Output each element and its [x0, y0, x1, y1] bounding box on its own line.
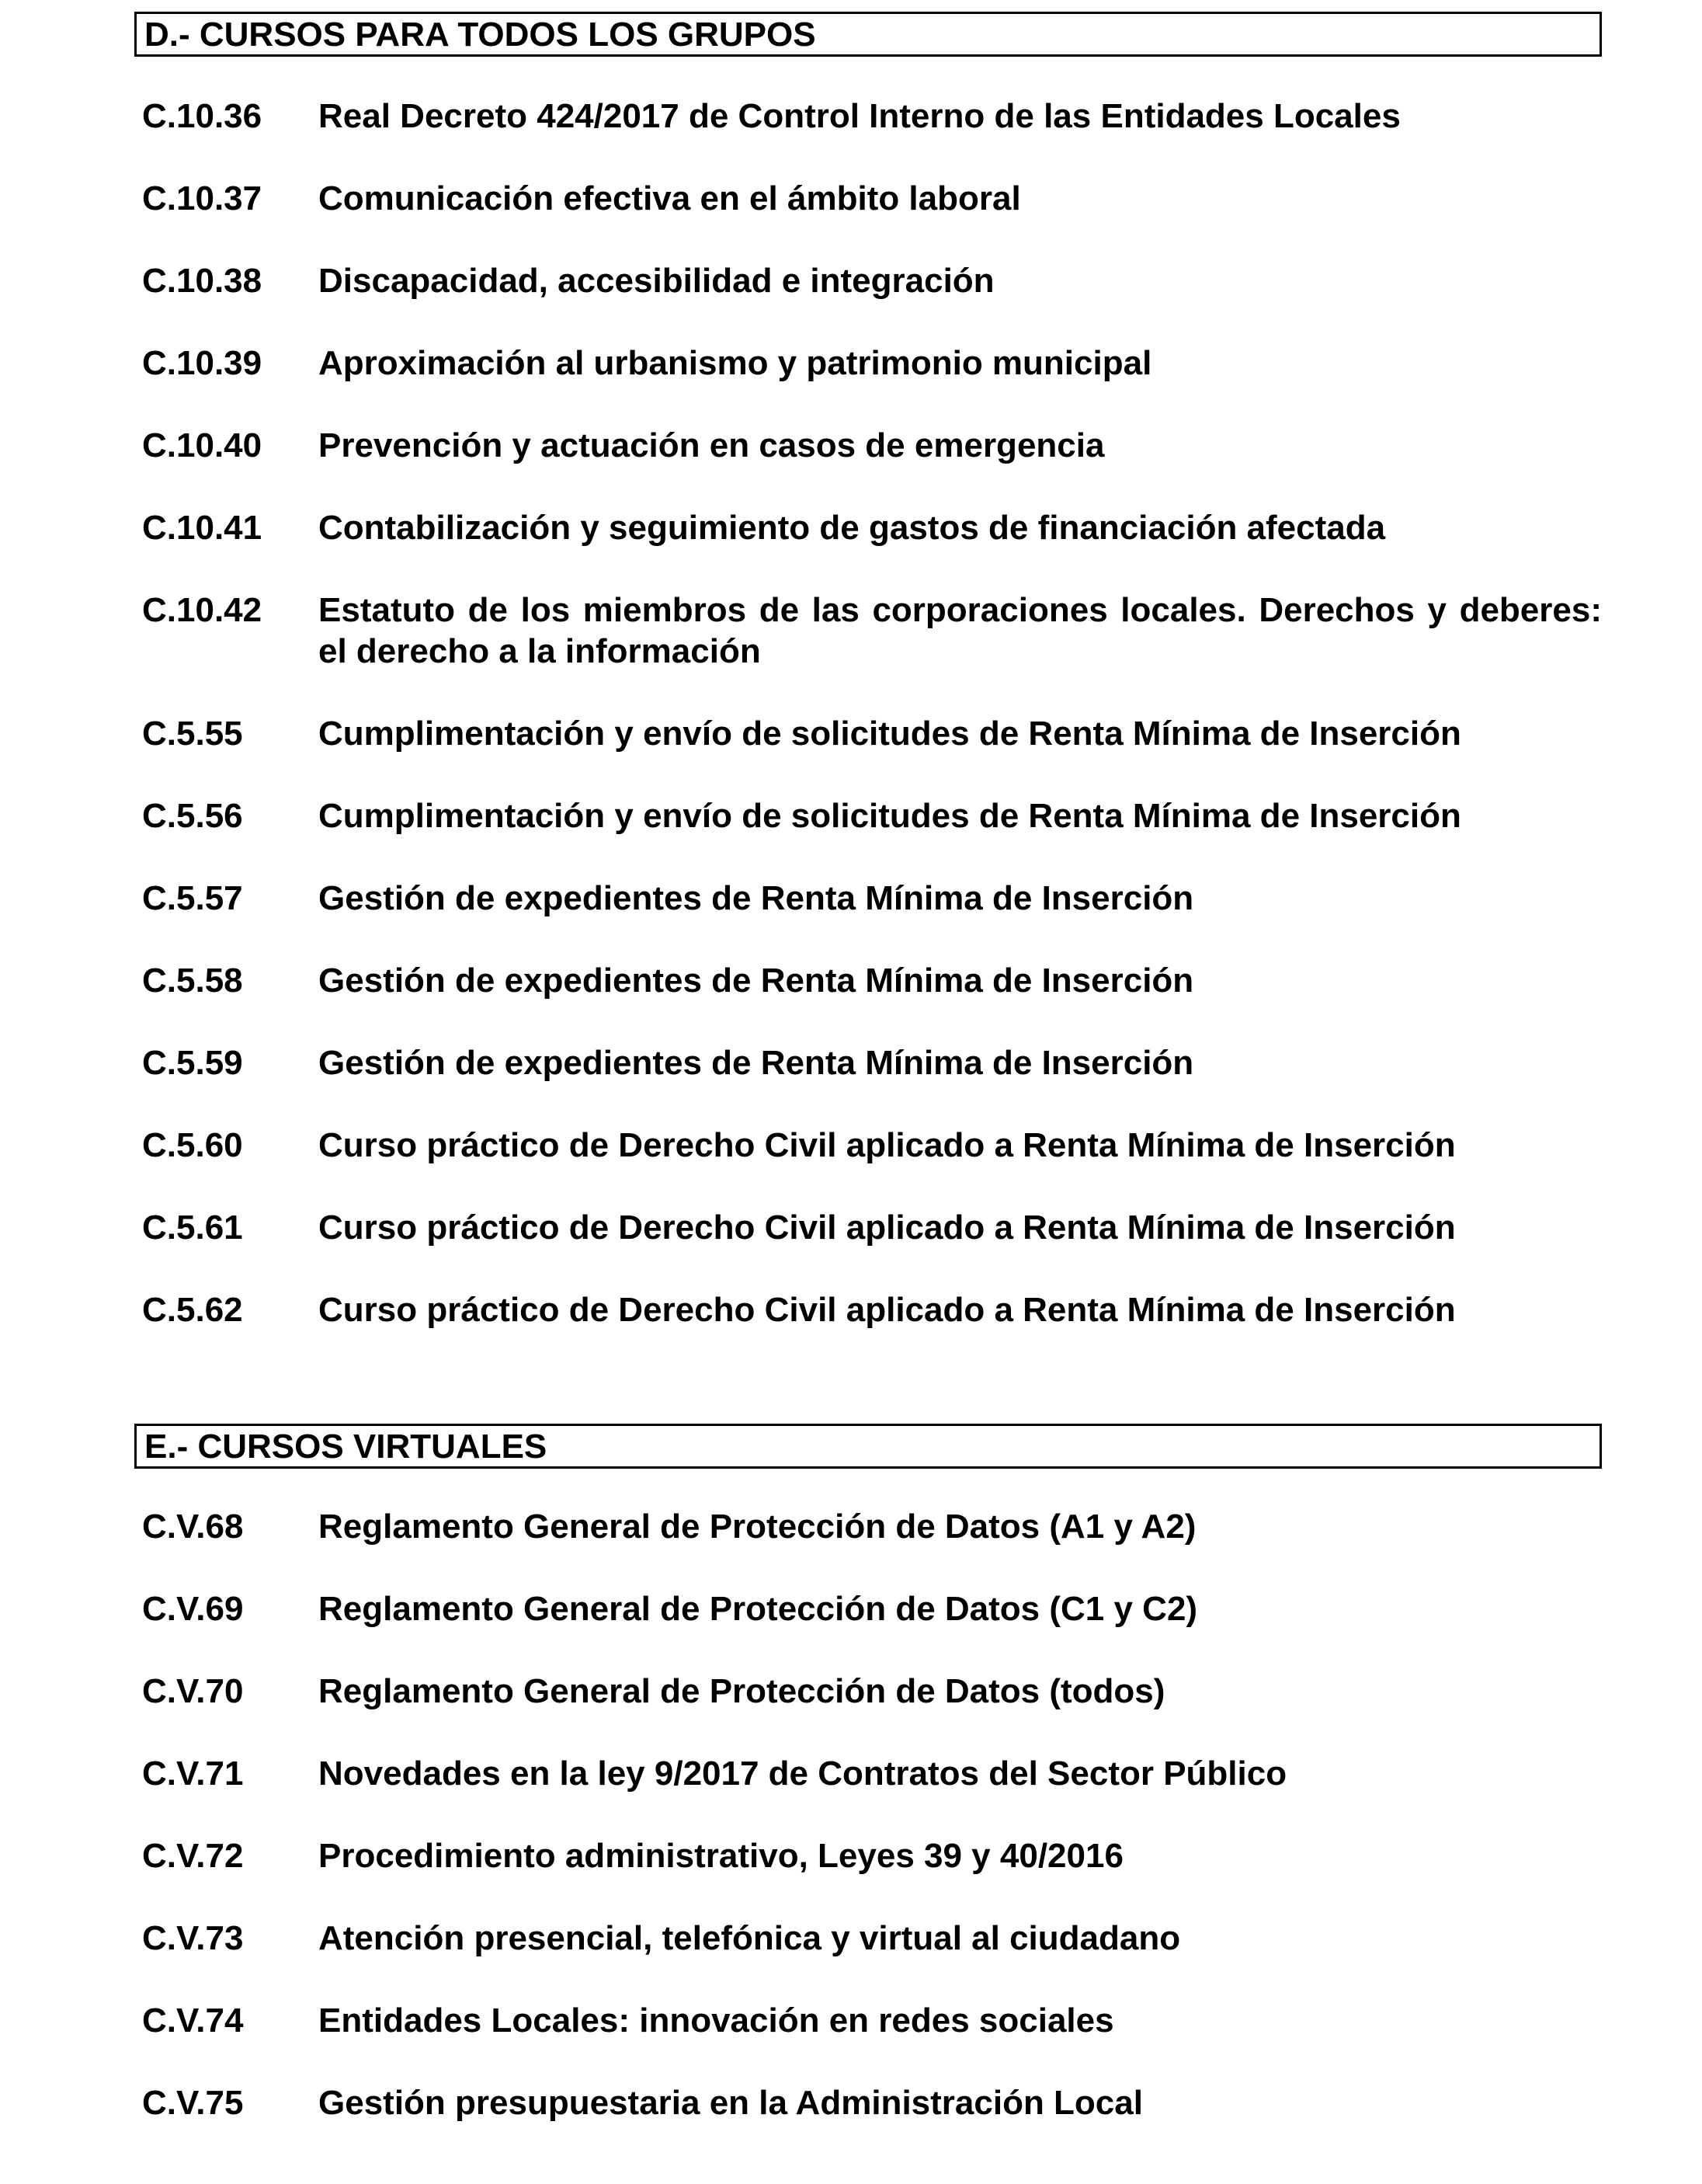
course-title: Reglamento General de Protección de Datos (A1 y A2) — [318, 1508, 1197, 1546]
course-code: C.10.37 — [142, 179, 262, 217]
course-item — [142, 343, 1602, 384]
course-title: Curso práctico de Derecho Civil aplicado a Renta Mínima de Inserción — [318, 1126, 1456, 1164]
course-title: Discapacidad, accesibilidad e integración — [318, 262, 995, 300]
course-item — [142, 1835, 1602, 1876]
course-item — [142, 260, 1602, 301]
course-code: C.10.36 — [142, 97, 262, 135]
course-title: Gestión de expedientes de Renta Mínima de Inserción — [318, 962, 1194, 1000]
course-title: Reglamento General de Protección de Datos (todos) — [318, 1672, 1165, 1710]
course-title: Gestión de expedientes de Renta Mínima de Inserción — [318, 879, 1194, 917]
course-title: Procedimiento administrativo, Leyes 39 y 40/2016 — [318, 1837, 1124, 1875]
course-title: Real Decreto 424/2017 de Control Interno de las Entidades Locales — [318, 97, 1401, 135]
course-code: C.V.73 — [142, 1919, 244, 1957]
course-code: C.10.41 — [142, 509, 262, 547]
course-title: Novedades en la ley 9/2017 de Contratos del Sector Público — [318, 1755, 1287, 1793]
course-code: C.5.56 — [142, 797, 243, 835]
course-item — [142, 507, 1602, 548]
course-code: C.V.72 — [142, 1837, 244, 1875]
course-item — [142, 589, 1602, 672]
course-code: C.10.38 — [142, 262, 262, 300]
course-title: Comunicación efectiva en el ámbito laboral — [318, 179, 1021, 217]
course-title: Estatuto de los miembros de las corporaciones locales. Derechos y deberes: el derecho a la información — [318, 591, 1602, 670]
course-code: C.5.61 — [142, 1209, 243, 1247]
course-list — [134, 96, 1602, 1330]
course-title: Entidades Locales: innovación en redes sociales — [318, 2001, 1114, 2040]
course-code: C.10.40 — [142, 426, 262, 464]
course-title: Gestión presupuestaria en la Administración Local — [318, 2084, 1143, 2122]
course-title: Prevención y actuación en casos de emergencia — [318, 426, 1105, 464]
course-code: C.5.62 — [142, 1291, 243, 1329]
course-item — [142, 2082, 1602, 2123]
course-title: Contabilización y seguimiento de gastos de financiación afectada — [318, 509, 1386, 547]
course-list — [134, 1506, 1602, 2123]
course-title: Cumplimentación y envío de solicitudes de Renta Mínima de Inserción — [318, 797, 1461, 835]
course-title: Curso práctico de Derecho Civil aplicado a Renta Mínima de Inserción — [318, 1291, 1456, 1329]
course-code: C.5.58 — [142, 962, 243, 1000]
course-code: C.V.71 — [142, 1755, 244, 1793]
section-e — [134, 1424, 1602, 2123]
course-title: Cumplimentación y envío de solicitudes de Renta Mínima de Inserción — [318, 715, 1461, 753]
course-item — [142, 96, 1602, 137]
course-item — [142, 713, 1602, 754]
course-title: Curso práctico de Derecho Civil aplicado a Renta Mínima de Inserción — [318, 1209, 1456, 1247]
course-item — [142, 1506, 1602, 1547]
course-item — [142, 1042, 1602, 1083]
course-code: C.10.39 — [142, 344, 262, 382]
course-item — [142, 960, 1602, 1001]
course-code: C.5.60 — [142, 1126, 243, 1164]
course-item — [142, 1125, 1602, 1166]
course-title: Atención presencial, telefónica y virtual al ciudadano — [318, 1919, 1181, 1957]
course-item — [142, 178, 1602, 219]
course-item — [142, 425, 1602, 466]
course-code: C.V.74 — [142, 2001, 244, 2040]
course-code: C.V.70 — [142, 1672, 244, 1710]
course-item — [142, 1753, 1602, 1794]
course-code: C.5.59 — [142, 1044, 243, 1082]
course-item — [142, 1207, 1602, 1248]
course-code: C.V.69 — [142, 1590, 244, 1628]
course-title: Gestión de expedientes de Renta Mínima de Inserción — [318, 1044, 1194, 1082]
course-code: C.5.55 — [142, 715, 243, 753]
course-code: C.V.75 — [142, 2084, 244, 2122]
course-item — [142, 1671, 1602, 1712]
course-title: Reglamento General de Protección de Datos (C1 y C2) — [318, 1590, 1198, 1628]
course-code: C.5.57 — [142, 879, 243, 917]
section-d — [134, 12, 1602, 1330]
course-item — [142, 878, 1602, 919]
course-code: C.10.42 — [142, 591, 262, 629]
course-code: C.V.68 — [142, 1508, 244, 1546]
course-item — [142, 795, 1602, 836]
course-title: Aproximación al urbanismo y patrimonio municipal — [318, 344, 1152, 382]
course-item — [142, 1918, 1602, 1959]
course-item — [142, 1588, 1602, 1629]
section-heading: D.- CURSOS PARA TODOS LOS GRUPOS — [134, 12, 1602, 57]
course-item — [142, 1289, 1602, 1330]
course-item — [142, 2000, 1602, 2041]
section-heading: E.- CURSOS VIRTUALES — [134, 1424, 1602, 1469]
